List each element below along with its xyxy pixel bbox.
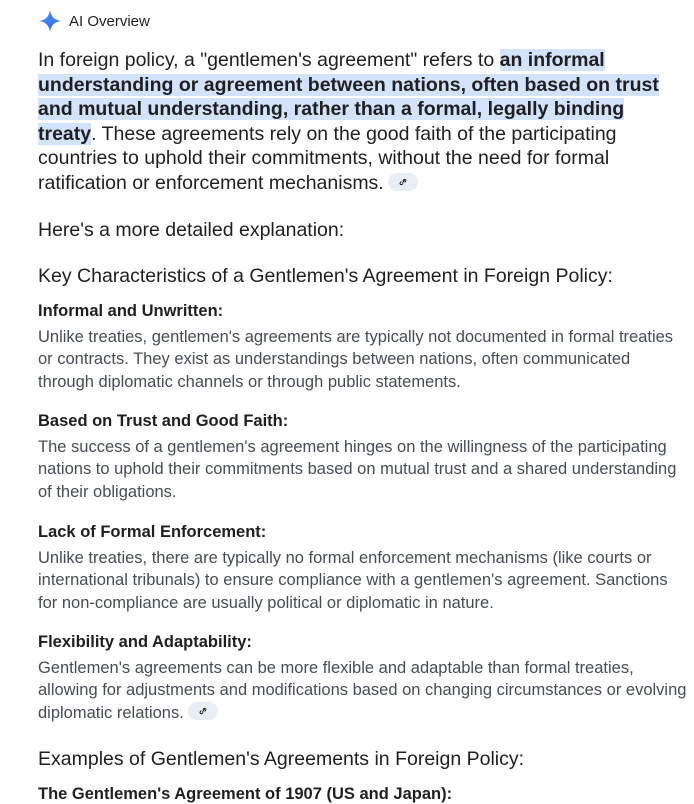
intro-text-after: . These agreements rely on the good faith of the participating countries to uphold their commitments, without the need for formal ratification or enforcement mechanisms.: [38, 122, 617, 194]
source-link-button[interactable]: [388, 173, 418, 191]
ai-overview-header: [38, 8, 150, 34]
item-text-trust: The success of a gentlemen's agreement hinges on the willingness of the participating nations to uphold their commitments based on mutual trust and a shared understanding of their obligations.: [38, 438, 677, 501]
section-heading-characteristics: Key Characteristics of a Gentlemen's Agreement in Foreign Policy:: [38, 265, 613, 287]
intro-highlight: an informal understanding or agreement between nations, often based on trust and mutual understanding, rather than a formal, legally binding treaty: [38, 49, 659, 145]
section-heading-examples: Examples of Gentlemen's Agreements in Foreign Policy:: [38, 748, 525, 770]
intro-paragraph: [38, 48, 678, 195]
link-icon: [197, 705, 209, 717]
ai-overview-title: AI Overview: [69, 12, 150, 30]
item-title-enforcement: Lack of Formal Enforcement:: [38, 523, 267, 541]
explanation-line: Here's a more detailed explanation:: [38, 219, 345, 241]
item-text-flexibility-content: Gentlemen's agreements can be more flexible and adaptable than formal treaties, allowing for adjustments and modifications based on changing circumstances or evolving diplomatic relations.: [38, 659, 687, 722]
item-text-informal: Unlike treaties, gentlemen's agreements are typically not documented in formal treaties or contracts. They exist as understandings between nations, often communicated through diplomatic channels or through public statements.: [38, 328, 674, 391]
link-icon: [397, 176, 409, 188]
intro-text-before: In foreign policy, a "gentlemen's agreement" refers to: [38, 49, 500, 71]
item-title-1907: The Gentlemen's Agreement of 1907 (US and Japan):: [38, 785, 453, 803]
item-title-flexibility: Flexibility and Adaptability:: [38, 633, 252, 651]
item-text-enforcement: Unlike treaties, there are typically no formal enforcement mechanisms (like courts or international tribunals) to ensure compliance with a gentlemen's agreement. Sanctions for non-compliance are usually political or diplomatic in nature.: [38, 549, 668, 612]
sparkle-icon: [38, 9, 62, 33]
item-title-informal: Informal and Unwritten:: [38, 302, 224, 320]
item-title-trust: Based on Trust and Good Faith:: [38, 412, 289, 430]
source-link-button[interactable]: [188, 702, 218, 720]
item-text-flexibility: [38, 657, 688, 724]
